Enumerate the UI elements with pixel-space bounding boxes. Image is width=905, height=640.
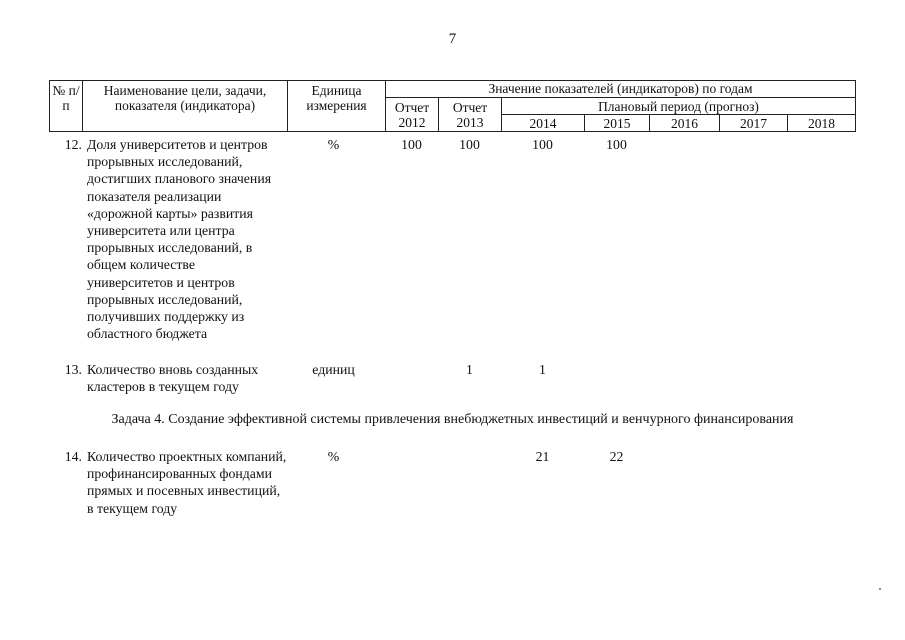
value-2012: 100 bbox=[401, 137, 422, 152]
header-unit: Единица измерения bbox=[288, 81, 386, 132]
year-2012: 2012 bbox=[398, 115, 426, 130]
value-2013: 1 bbox=[466, 362, 473, 377]
indicator-name: Количество вновь созданных кластеров в текущем году bbox=[87, 362, 259, 395]
value-2014: 1 bbox=[539, 362, 546, 377]
indicators-table-header bbox=[49, 80, 856, 132]
unit-value: % bbox=[327, 137, 340, 152]
unit-value: единиц bbox=[312, 362, 355, 377]
row-number: 13. bbox=[64, 362, 82, 377]
row-number: 14. bbox=[64, 449, 82, 464]
indicator-name: Количество проектных компаний, профинансированных фондами прямых и посевных инвестиций, в текущем году bbox=[87, 449, 287, 516]
value-2014: 21 bbox=[535, 449, 550, 464]
value-2013: 100 bbox=[459, 137, 480, 152]
header-values-title: Значение показателей (индикаторов) по годам bbox=[386, 81, 856, 98]
value-2014: 100 bbox=[532, 137, 553, 152]
header-report-2013 bbox=[439, 98, 502, 132]
report-label: Отчет bbox=[452, 100, 488, 115]
year-2015: 2015 bbox=[585, 115, 650, 132]
report-label: Отчет bbox=[394, 100, 430, 115]
year-2014: 2014 bbox=[502, 115, 585, 132]
year-2017: 2017 bbox=[720, 115, 788, 132]
page-number: 7 bbox=[448, 31, 457, 47]
header-name: Наименование цели, задачи, показателя (индикатора) bbox=[83, 81, 288, 132]
year-2013: 2013 bbox=[456, 115, 484, 130]
scan-speck bbox=[879, 588, 881, 590]
indicator-name: Доля университетов и центров прорывных исследований, достигших планового значения показателя реализации «дорожной карты» развития университета или центра прорывных исследований, в общем количестве университетов и центров прорывных исследований, получивших поддержку из областного бюджета bbox=[87, 137, 272, 342]
value-2015: 100 bbox=[606, 137, 627, 152]
row-number: 12. bbox=[64, 137, 82, 152]
task-4-heading: Задача 4. Создание эффективной системы привлечения внебюджетных инвестиций и венчурного финансирования bbox=[111, 412, 794, 427]
header-num: № п/п bbox=[50, 81, 83, 132]
year-2018: 2018 bbox=[788, 115, 856, 132]
header-plan-period: Плановый период (прогноз) bbox=[502, 98, 856, 115]
unit-value: % bbox=[327, 449, 340, 464]
value-2015: 22 bbox=[609, 449, 624, 464]
header-report-2012 bbox=[386, 98, 439, 132]
year-2016: 2016 bbox=[650, 115, 720, 132]
